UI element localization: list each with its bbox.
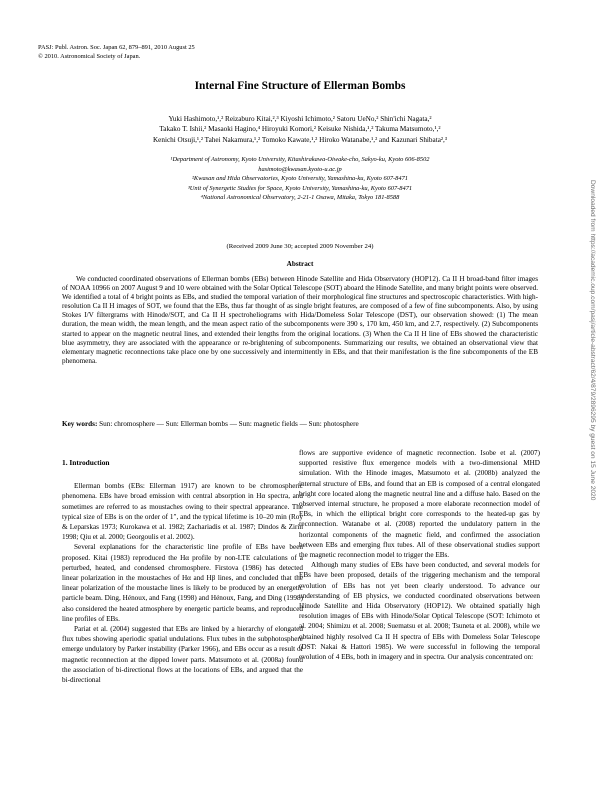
- right-column: [299, 448, 540, 662]
- journal-citation: PASJ: Publ. Astron. Soc. Japan 62, 879–891, 2010 August 25: [38, 44, 195, 51]
- body-paragraph: flows are supportive evidence of magnetic reconnection. Isobe et al. (2007) supported resistive flux emergence models with a two-dimensional MHD simulation. With the Hinode images, Matsumoto et al. (2008b) analyzed the internal structure of EBs, and found that an EB is composed of a central elongated bright core located along the magnetic neutral line and a diffuse halo. Based on the observed internal structure, he proposed a more elaborate reconnection model of EBs, in which the elliptical bright core corresponds to the heated-up gas by reconnection. Watanabe et al. (2008) reported the undulatory pattern in the horizontal components of the magnetic field, and confirmed the association between EBs and emerging flux tubes. All of these observational studies support the magnetic reconnection model to trigger the EBs.: [299, 449, 540, 560]
- abstract-body: [62, 275, 538, 366]
- download-watermark: [588, 180, 598, 740]
- left-column: [62, 458, 303, 685]
- download-watermark-text: Downloaded from https://academic.oup.com/pasj/article-abstract/62/4/879/2896295 by guest on 15 June 2020: [589, 180, 596, 501]
- abstract-heading: Abstract: [286, 260, 314, 268]
- affiliation-list: [60, 155, 540, 203]
- section-heading-introduction: 1. Introduction: [62, 458, 110, 467]
- journal-header: [38, 44, 195, 61]
- author-line: Yuki Hashimoto,¹,² Reizaburo Kitai,²,³ Kiyoshi Ichimoto,² Satoru UeNo,² Shin'ichi Nagata,²: [168, 115, 432, 123]
- affiliation-line: ¹Department of Astronomy, Kyoto University, Kitashirakawa-Oiwake-cho, Sakyo-ku, Kyoto 606-8502: [170, 156, 430, 163]
- author-line: Takako T. Ishii,² Masaoki Hagino,⁴ Hiroyuki Komori,² Keisuke Nishida,¹,² Takuma Matsumoto,¹,²: [159, 125, 441, 134]
- author-line: Kenichi Otsuji,¹,² Tahei Nakamura,¹,² Tomoko Kawate,¹,² Hiroko Watanabe,¹,² and Kazunari Shibata²,³: [152, 135, 447, 144]
- author-list: [60, 114, 540, 145]
- body-paragraph: Ellerman bombs (EBs: Ellerman 1917) are known to be chromospheric phenomena. EBs have broad emission with central absorption in Hα spectra, and sometimes are referred to as moustaches owing to their spectral appearance. The typical size of EBs is on the order of 1″, and the typical lifetime is 10–20 min (Roy & Leparskas 1973; Kurokawa et al. 1982; Zachariadis et al. 1987; Dindos & Zirin 1998; Qiu et al. 2000; Georgoulis et al. 2002).: [62, 482, 303, 542]
- keywords-label: Key words:: [62, 420, 98, 428]
- affiliation-line: ⁴National Astronomical Observatory, 2-21-1 Osawa, Mitaka, Tokyo 181-8588: [200, 194, 400, 202]
- keywords-text: Sun: chromosphere — Sun: Ellerman bombs — Sun: magnetic fields — Sun: photosphere: [99, 420, 359, 428]
- received-dates: (Received 2009 June 30; accepted 2009 November 24): [226, 243, 374, 250]
- body-paragraph: Several explanations for the characteristic line profile of EBs have been proposed. Kitai (1983) reproduced the Hα profile by non-LTE calculations of a perturbed, heated, and condensed chromosphere. Firstova (1986) has detected linear polarization in the moustaches of Hα and Hβ lines, and concluded that the linear polarization of the moustache lines is likely to be produced by an energetic particle beam. Ding, Hénoux, and Fang (1998) and Hénoux, Fang, and Ding (1998) also considered the heated atmosphere by energetic particle beams, and reproduced line profiles of EBs.: [62, 543, 303, 623]
- journal-copyright: © 2010. Astronomical Society of Japan.: [38, 52, 141, 60]
- paper-title: Internal Fine Structure of Ellerman Bombs: [194, 80, 406, 92]
- affiliation-line: ²Kwasan and Hida Observatories, Kyoto University, Yamashina-ku, Kyoto 607-8471: [192, 175, 408, 183]
- body-paragraph: Pariat et al. (2004) suggested that EBs are linked by a hierarchy of elongated flux tubes showing aperiodic spatial undulations. Flux tubes in the subphotosphere emerge undulatory by Parker instability (Parker 1966), and EBs occur as a result of magnetic reconnection at the dipped lower parts. Matsumoto et al. (2008a) found the association of bi-directional flows at the locations of EBs, and argued that the bi-directional: [62, 625, 303, 685]
- keywords: [62, 420, 538, 429]
- contact-email[interactable]: hasimoto@kwasan.kyoto-u.ac.jp: [258, 165, 342, 173]
- body-paragraph: Although many studies of EBs have been conducted, and several models for EBs have been proposed, details of the triggering mechanism and the temporal evolution of EBs has not yet been clearly understood. To advance our understanding of EB physics, we conducted coordinated observations between Hinode Satellite and Hida Observatory (HOP12). We obtained spatially high resolution images of EBs with Hinode/Solar Optical Telescope (SOT: Ichimoto et al. 2004; Shimizu et al. 2008; Suematsu et al. 2008; Tsuneta et al. 2008), while we obtained highly resolved Ca II H spectra of EBs with Domeless Solar Telescope (DST: Nakai & Hattori 1985). We were successful in following the temporal evolution of 4 EBs, both in imagery and in spectra. Our analysis concentrated on:: [299, 561, 540, 662]
- abstract-paragraph: We conducted coordinated observations of Ellerman bombs (EBs) between Hinode Satellite and Hida Observatory (HOP12). Ca II H broad-band filter images of NOAA 10966 on 2007 August 9 and 10 were obtained with the Solar Optical Telescope (SOT) aboard the Hinode Satellite, and many bright points were observed. We identified a total of 4 bright points as EBs, and studied the temporal variation of their morphological fine structures and spectroscopic characteristics. With high-resolution Ca II H images of SOT, we found that the EBs, thus far thought of as single bright features, are composed of a few of fine subcomponents. Also, by using Stokes I/V filtergrams with Hinode/SOT, and Ca II H spectroheliograms with Hida/Domeless Solar Telescope (DST), our observation showed: (1) The mean duration, the mean width, the mean length, and the mean aspect ratio of the subcomponents were 390 s, 170 km, 450 km, and 2.7, respectively. (2) Subcomponents started to appear on the magnetic neutral lines, and extended their lengths from the original locations. (3) When the Ca II H line of EBs showed the characteristic blue asymmetry, they are associated with the appearance or re-brightening of subcomponents. Summarizing our results, we obtained an observational view that elementary magnetic reconnections take place one by one successively and intermittently in EBs, and that their manifestation is the fine subcomponents of the EB phenomena.: [62, 275, 538, 365]
- affiliation-line: ³Unit of Synergetic Studies for Space, Kyoto University, Yamashina-ku, Kyoto 607-8471: [187, 184, 413, 192]
